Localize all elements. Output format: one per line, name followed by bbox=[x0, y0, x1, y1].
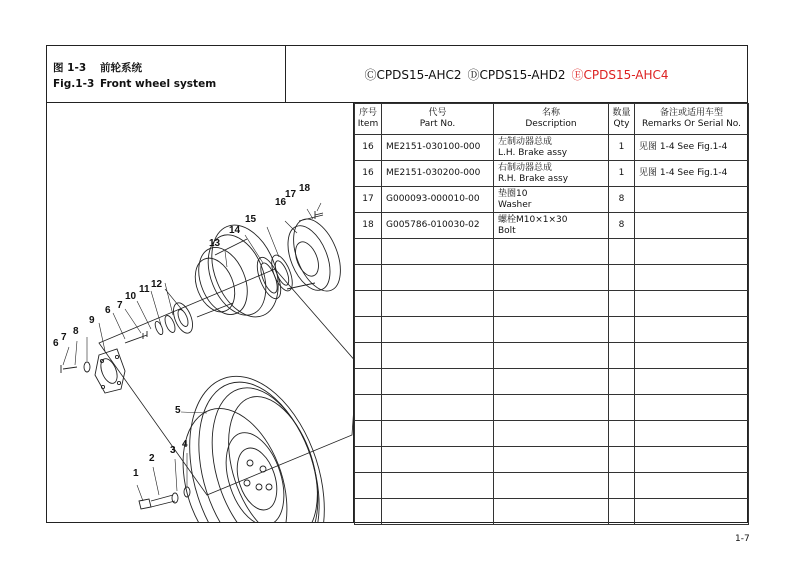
table-row bbox=[355, 265, 749, 291]
cell-description bbox=[494, 473, 609, 499]
cell-remarks bbox=[635, 369, 749, 395]
cell-remarks bbox=[635, 421, 749, 447]
cell-part-no: ME2151-030100-000 bbox=[382, 135, 494, 161]
model-label: CPDS15-AHC4 bbox=[583, 67, 669, 82]
cell-remarks bbox=[635, 343, 749, 369]
cell-qty: 1 bbox=[609, 135, 635, 161]
brake-drum bbox=[284, 212, 350, 297]
table-row bbox=[355, 239, 749, 265]
callout-8: 8 bbox=[73, 326, 79, 337]
flange-plate bbox=[95, 349, 125, 393]
cell-qty bbox=[609, 343, 635, 369]
table-row bbox=[355, 447, 749, 473]
cell-description: 螺栓M10×1×30 Bolt bbox=[494, 213, 609, 239]
stud-6-7 bbox=[125, 335, 147, 343]
cell-item: 16 bbox=[355, 135, 382, 161]
callout-16: 16 bbox=[275, 197, 287, 208]
figure-title-en bbox=[53, 78, 216, 90]
cell-part-no bbox=[382, 239, 494, 265]
table-row bbox=[355, 291, 749, 317]
cell-remarks bbox=[635, 317, 749, 343]
tire bbox=[166, 359, 349, 523]
model-2 bbox=[571, 66, 668, 83]
cell-item bbox=[355, 369, 382, 395]
table-header-row bbox=[355, 104, 749, 135]
model-1 bbox=[468, 66, 566, 83]
cell-part-no bbox=[382, 265, 494, 291]
cell-description bbox=[494, 265, 609, 291]
cell-remarks bbox=[635, 187, 749, 213]
callout-5: 5 bbox=[175, 405, 181, 416]
col-item: 序号 Item bbox=[355, 104, 382, 135]
cell-description bbox=[494, 239, 609, 265]
cell-item bbox=[355, 317, 382, 343]
nut-10 bbox=[154, 320, 165, 335]
table-row bbox=[355, 161, 749, 187]
callout-3: 3 bbox=[170, 445, 176, 456]
callout-14: 14 bbox=[229, 225, 241, 236]
model-0 bbox=[364, 66, 461, 83]
cell-part-no bbox=[382, 499, 494, 525]
parts-sheet bbox=[46, 45, 748, 523]
table-row bbox=[355, 369, 749, 395]
exploded-view-diagram bbox=[47, 103, 354, 523]
cell-part-no bbox=[382, 473, 494, 499]
cell-description bbox=[494, 343, 609, 369]
model-label: CPDS15-AHD2 bbox=[479, 67, 566, 82]
cell-description: 右制动器总成 R.H. Brake assy bbox=[494, 161, 609, 187]
callout-15: 15 bbox=[245, 214, 257, 225]
figure-title-block bbox=[47, 46, 286, 102]
callout-18: 18 bbox=[299, 183, 311, 194]
callout-6a: 6 bbox=[53, 338, 59, 349]
cell-item bbox=[355, 421, 382, 447]
callout-6b: 6 bbox=[105, 305, 111, 316]
cell-item: 18 bbox=[355, 213, 382, 239]
cell-item: 16 bbox=[355, 161, 382, 187]
cell-qty: 8 bbox=[609, 187, 635, 213]
cell-item bbox=[355, 499, 382, 525]
callout-2: 2 bbox=[149, 453, 155, 464]
cell-remarks bbox=[635, 473, 749, 499]
cell-qty: 1 bbox=[609, 161, 635, 187]
col-part-no: 代号 Part No. bbox=[382, 104, 494, 135]
cell-qty bbox=[609, 473, 635, 499]
figure-title-cn bbox=[53, 60, 142, 75]
cell-remarks bbox=[635, 499, 749, 525]
applicable-models bbox=[286, 46, 747, 102]
wheel-rim bbox=[215, 425, 294, 523]
sheet-header bbox=[47, 46, 747, 103]
cell-item bbox=[355, 239, 382, 265]
cell-qty bbox=[609, 395, 635, 421]
cell-description bbox=[494, 369, 609, 395]
cell-qty bbox=[609, 421, 635, 447]
cell-qty bbox=[609, 369, 635, 395]
cell-part-no bbox=[382, 317, 494, 343]
cell-item bbox=[355, 395, 382, 421]
cell-part-no bbox=[382, 343, 494, 369]
cell-remarks bbox=[635, 291, 749, 317]
cell-description: 垫圈10 Washer bbox=[494, 187, 609, 213]
cell-description bbox=[494, 317, 609, 343]
parts-table bbox=[354, 103, 749, 525]
cell-part-no bbox=[382, 291, 494, 317]
cell-part-no: G005786-010030-02 bbox=[382, 213, 494, 239]
front-wheel-exploded-drawing bbox=[47, 103, 353, 523]
cell-item bbox=[355, 291, 382, 317]
cell-part-no: G000093-000010-00 bbox=[382, 187, 494, 213]
bolt-6 bbox=[61, 365, 77, 373]
cell-part-no bbox=[382, 447, 494, 473]
model-symbol: Ⓔ bbox=[571, 67, 584, 82]
callout-13: 13 bbox=[209, 238, 221, 249]
page-number: 1-7 bbox=[735, 534, 750, 544]
cell-remarks: 见图 1-4 See Fig.1-4 bbox=[635, 135, 749, 161]
washer-3 bbox=[172, 493, 178, 503]
hex-nut-1 bbox=[139, 499, 151, 509]
table-row bbox=[355, 317, 749, 343]
figure-number-en: Fig.1-3 bbox=[53, 78, 95, 90]
table-row bbox=[355, 473, 749, 499]
model-symbol: Ⓒ bbox=[364, 67, 377, 82]
model-label: CPDS15-AHC2 bbox=[376, 67, 462, 82]
washer-11 bbox=[163, 314, 177, 334]
bearing bbox=[267, 252, 296, 293]
cell-item bbox=[355, 343, 382, 369]
cell-qty bbox=[609, 291, 635, 317]
cell-qty: 8 bbox=[609, 213, 635, 239]
stud-2 bbox=[151, 495, 175, 507]
cell-item bbox=[355, 447, 382, 473]
cell-remarks bbox=[635, 213, 749, 239]
col-qty: 数量 Qty bbox=[609, 104, 635, 135]
cell-qty bbox=[609, 265, 635, 291]
callout-7a: 7 bbox=[61, 332, 67, 343]
table-row bbox=[355, 395, 749, 421]
cell-remarks bbox=[635, 395, 749, 421]
figure-number-cn: 图 1-3 bbox=[53, 62, 87, 74]
cell-remarks bbox=[635, 447, 749, 473]
col-remarks: 备注或适用车型 Remarks Or Serial No. bbox=[635, 104, 749, 135]
callout-9: 9 bbox=[89, 315, 95, 326]
seal-ring bbox=[252, 254, 285, 302]
table-row bbox=[355, 135, 749, 161]
callout-4: 4 bbox=[182, 439, 188, 450]
col-description: 名称 Description bbox=[494, 104, 609, 135]
cell-remarks: 见图 1-4 See Fig.1-4 bbox=[635, 161, 749, 187]
cell-remarks bbox=[635, 265, 749, 291]
callout-7b: 7 bbox=[117, 300, 123, 311]
cell-part-no bbox=[382, 395, 494, 421]
washer-8 bbox=[84, 362, 90, 372]
cell-remarks bbox=[635, 239, 749, 265]
bearing-12 bbox=[170, 300, 197, 336]
table-row bbox=[355, 213, 749, 239]
cell-description: 左制动器总成 L.H. Brake assy bbox=[494, 135, 609, 161]
cell-description bbox=[494, 421, 609, 447]
table-row bbox=[355, 421, 749, 447]
callout-11: 11 bbox=[139, 284, 150, 295]
callout-1: 1 bbox=[133, 468, 139, 479]
cell-qty bbox=[609, 317, 635, 343]
cell-part-no: ME2151-030200-000 bbox=[382, 161, 494, 187]
cell-item: 17 bbox=[355, 187, 382, 213]
cell-item bbox=[355, 473, 382, 499]
cell-description bbox=[494, 395, 609, 421]
cell-qty bbox=[609, 239, 635, 265]
cell-item bbox=[355, 265, 382, 291]
callout-12: 12 bbox=[151, 279, 163, 290]
callout-17: 17 bbox=[285, 189, 297, 200]
model-symbol: Ⓓ bbox=[467, 67, 480, 82]
cell-description bbox=[494, 291, 609, 317]
table-row bbox=[355, 499, 749, 525]
figure-title-cn-text: 前轮系统 bbox=[100, 62, 142, 74]
cell-part-no bbox=[382, 421, 494, 447]
cell-description bbox=[494, 499, 609, 525]
cell-qty bbox=[609, 499, 635, 525]
cell-description bbox=[494, 447, 609, 473]
table-row bbox=[355, 187, 749, 213]
table-row bbox=[355, 343, 749, 369]
figure-title-en-text: Front wheel system bbox=[100, 78, 217, 90]
cell-qty bbox=[609, 447, 635, 473]
callout-10: 10 bbox=[125, 291, 137, 302]
cell-part-no bbox=[382, 369, 494, 395]
